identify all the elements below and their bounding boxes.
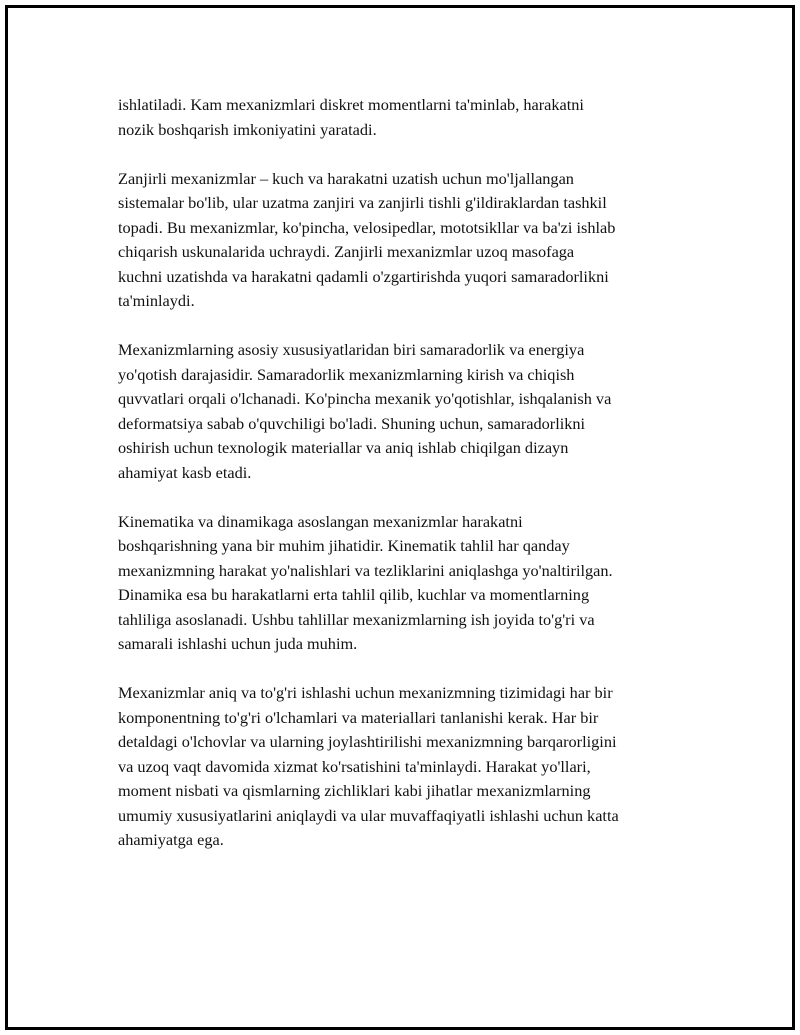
paragraph-komponentlar: Mexanizmlar aniq va to'g'ri ishlashi uchun mexanizmning tizimidagi har bir komponentning to'g'ri o'lchamlari va materiallari tanlanishi kerak. Har bir detaldagi o'lchovlar va ularning joylashtirilishi mexanizmning barqarorligini va uzoq vaqt davomida xizmat ko'rsatishini ta'minlaydi. Harakat yo'llari, moment nisbati va qismlarning zichliklari kabi jihatlar mexanizmlarning umumiy xususiyatlarini aniqlaydi va ular muvaffaqiyatli ishlashi uchun katta ahamiyatga ega.	[118, 683, 619, 849]
document-body	[118, 93, 698, 877]
paragraph-kam-mexanizmlari: ishlatiladi. Kam mexanizmlari diskret momentlarni ta'minlab, harakatni nozik boshqarish imkoniyatini yaratadi.	[118, 95, 584, 139]
paragraph-zanjirli-mexanizmlar: Zanjirli mexanizmlar – kuch va harakatni uzatish uchun mo'ljallangan sistemalar bo'lib, ular uzatma zanjiri va zanjirli tishli g'ildiraklardan tashkil topadi. Bu mexanizmlar, ko'pincha, velosipedlar, mototsikllar va ba'zi ishlab chiqarish uskunalarida uchraydi. Zanjirli mexanizmlar uzoq masofaga kuchni uzatishda va harakatni qadamli o'zgartirishda yuqori samaradorlikni ta'minlaydi.	[118, 168, 616, 310]
paragraph-kinematika-dinamika: Kinematika va dinamikaga asoslangan mexanizmlar harakatni boshqarishning yana bir muhim jihatidir. Kinematik tahlil har qanday mexanizmning harakat yo'nalishlari va tezliklarini aniqlashga yo'naltirilgan. Dinamika esa bu harakatlarni erta tahlil qilib, kuchlar va momentlarning tahliliga asoslanadi. Ushbu tahlillar mexanizmlarning ish joyida to'g'ri va samarali ishlashi uchun juda muhim.	[118, 511, 613, 653]
paragraph-samaradorlik: Mexanizmlarning asosiy xususiyatlaridan biri samaradorlik va energiya yo'qotish darajasidir. Samaradorlik mexanizmlarning kirish va chiqish quvvatlari orqali o'lchanadi. Ko'pincha mexanik yo'qotishlar, ishqalanish va deformatsiya sabab o'quvchiligi bo'ladi. Shuning uchun, samaradorlikni oshirish uchun texnologik materiallar va aniq ishlab chiqilgan dizayn ahamiyat kasb etadi.	[118, 340, 612, 482]
